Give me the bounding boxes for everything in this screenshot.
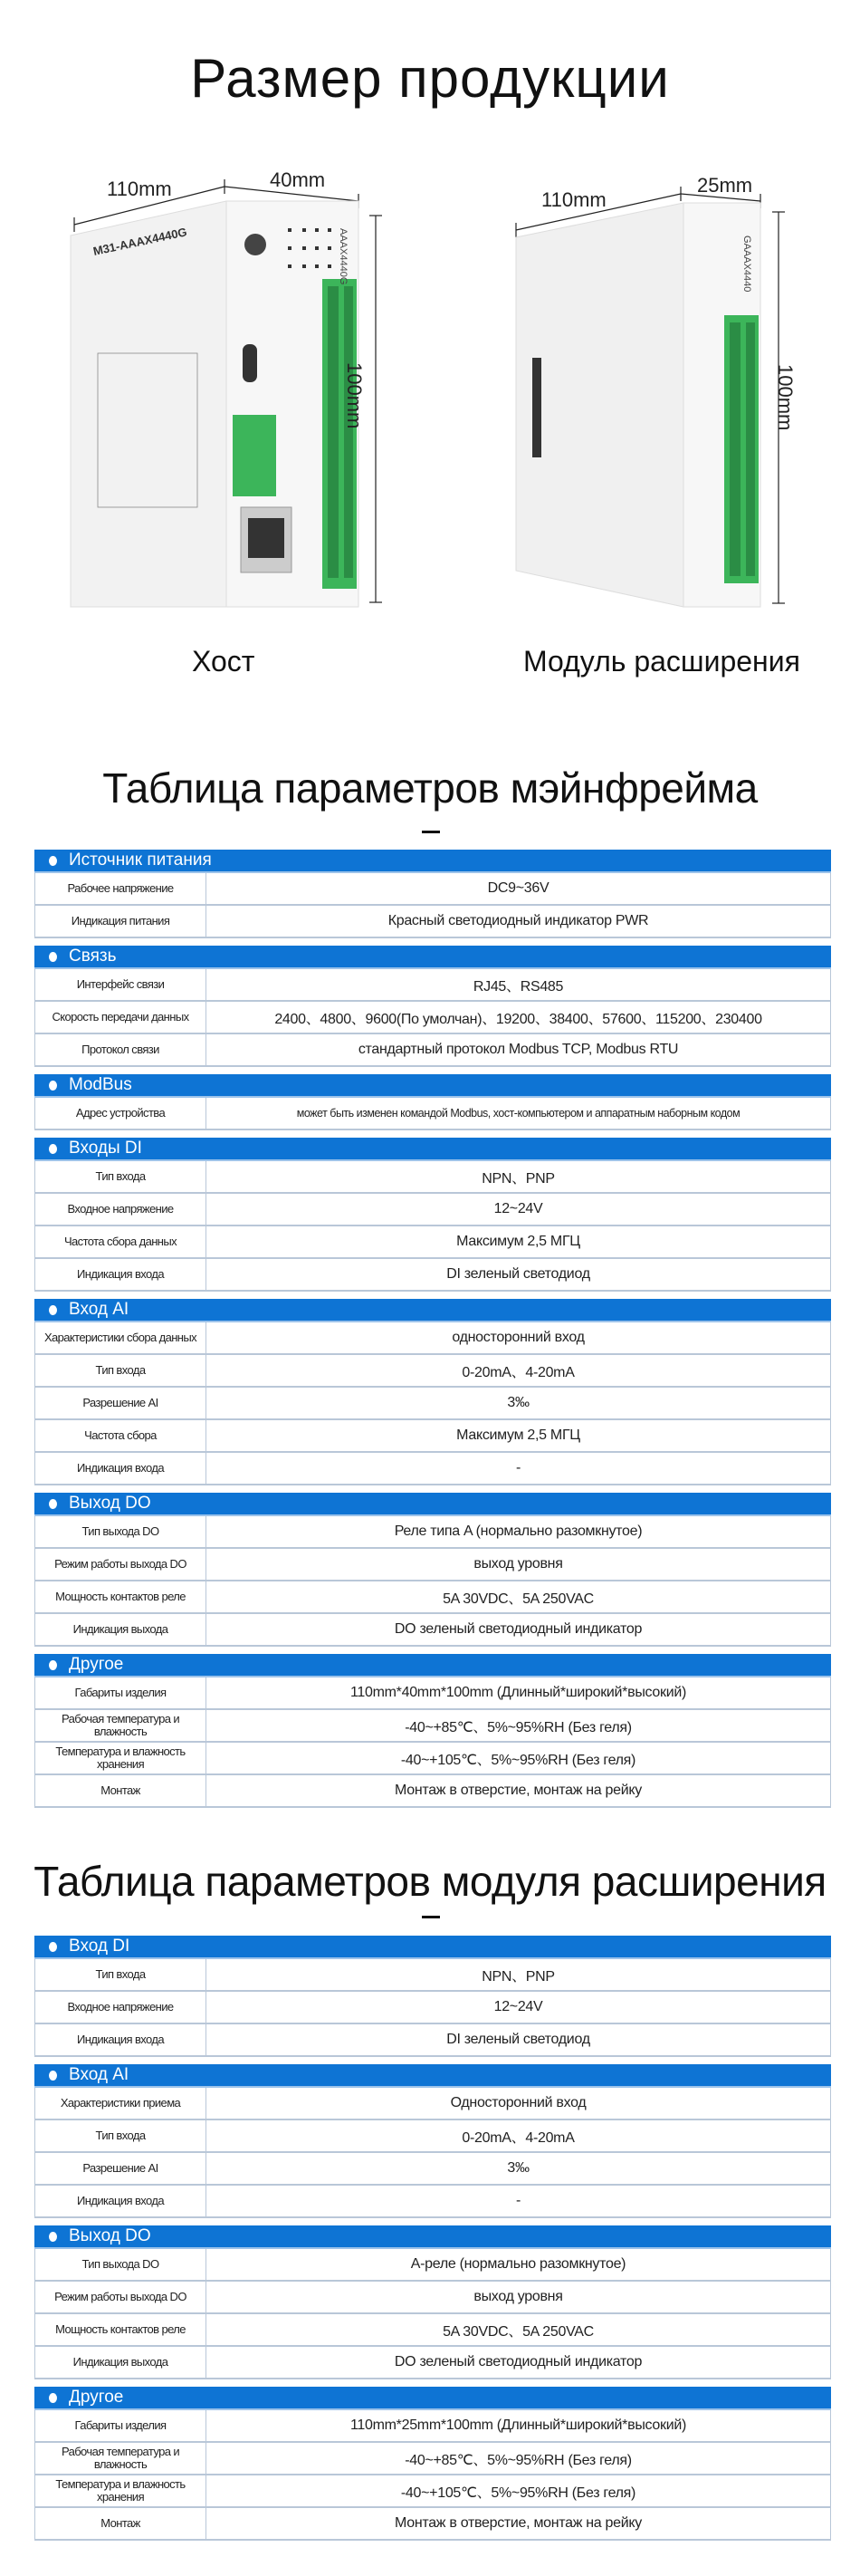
- param-name: Тип выхода DO: [35, 1516, 206, 1547]
- param-name: Тип выхода DO: [35, 2249, 206, 2280]
- param-value: выход уровня: [473, 1556, 563, 1572]
- param-value: -40~+105℃、5%~95%RH (Без геля): [400, 2485, 636, 2501]
- section-title: Вход AI: [69, 2065, 129, 2084]
- param-name: Скорость передачи данных: [35, 1002, 206, 1033]
- param-value: -40~+105℃、5%~95%RH (Без геля): [400, 1752, 636, 1768]
- bullet-icon: [49, 1081, 57, 1091]
- host-width-label: 40mm: [270, 168, 326, 191]
- table-row: [34, 1992, 831, 2024]
- section-header: [34, 946, 831, 969]
- section-title: Вход AI: [69, 1300, 129, 1319]
- section-header: [34, 850, 831, 873]
- ext-side-model: GAAAX4440: [741, 235, 752, 293]
- param-value: 5A 30VDC、5A 250VAC: [443, 1591, 594, 1607]
- section-header: [34, 1654, 831, 1677]
- section-header: [34, 1074, 831, 1098]
- main-table-title: Таблица параметров мэйнфрейма: [102, 764, 758, 812]
- table-row: [34, 1098, 831, 1130]
- param-value: Красный светодиодный индикатор PWR: [387, 913, 649, 928]
- section-header: [34, 1138, 831, 1161]
- param-value: Монтаж в отверстие, монтаж на рейку: [395, 2515, 642, 2531]
- param-value: односторонний вход: [452, 1330, 585, 1345]
- title-dash: [422, 1916, 440, 1918]
- param-name: Индикация выхода: [35, 1614, 206, 1645]
- section-header: [34, 2064, 831, 2088]
- param-name: Тип входа: [35, 1959, 206, 1990]
- table-section: [34, 2064, 831, 2218]
- page-title: Размер продукции: [190, 48, 670, 109]
- param-name: Разрешение AI: [35, 2153, 206, 2184]
- table-row: [34, 2153, 831, 2186]
- bullet-icon: [49, 1942, 57, 1952]
- param-name: Индикация входа: [35, 1453, 206, 1484]
- host-model-label: M31-AAAX4440G: [91, 225, 188, 258]
- param-value: 5A 30VDC、5A 250VAC: [443, 2323, 594, 2340]
- table-row: [34, 2475, 831, 2508]
- param-name: Адрес устройства: [35, 1098, 206, 1129]
- table-row: [34, 2249, 831, 2282]
- table-section: [34, 2225, 831, 2379]
- param-name: Тип входа: [35, 2120, 206, 2151]
- table-row: [34, 1775, 831, 1808]
- param-name: Характеристики сбора данных: [35, 1322, 206, 1353]
- param-value: 3‰: [507, 2160, 530, 2176]
- param-value: Односторонний вход: [450, 2095, 587, 2110]
- param-value: может быть изменен командой Modbus, хост-компьютером и аппаратным наборным кодом: [296, 1107, 741, 1120]
- table-section: [34, 1138, 831, 1292]
- ext-connector: [532, 358, 541, 457]
- table-row: [34, 969, 831, 1002]
- bullet-icon: [49, 1305, 57, 1315]
- param-value: DO зеленый светодиодный индикатор: [394, 1621, 643, 1637]
- param-name: Монтаж: [35, 2508, 206, 2539]
- param-value: DC9~36V: [487, 880, 549, 896]
- table-row: [34, 1581, 831, 1614]
- param-name: Габариты изделия: [35, 1677, 206, 1708]
- table-row: [34, 1743, 831, 1775]
- param-value: NPN、PNP: [482, 1968, 555, 1985]
- param-value: стандартный протокол Modbus TCP, Modbus RTU: [358, 1042, 679, 1057]
- param-value: A-реле (нормально разомкнутое): [410, 2256, 626, 2272]
- host-side-face: [71, 201, 226, 607]
- ext-height-label: 100mm: [774, 364, 797, 431]
- ext-length-label: 110mm: [541, 188, 607, 211]
- host-side-model: AAAX4440G: [338, 228, 349, 285]
- section-header: [34, 1299, 831, 1322]
- table-row: [34, 906, 831, 938]
- param-name: Рабочее напряжение: [35, 873, 206, 904]
- product-dimension-drawing: [0, 163, 860, 634]
- param-value: DI зеленый светодиод: [446, 2032, 590, 2047]
- title-dash: [422, 831, 440, 833]
- table-row: [34, 2088, 831, 2120]
- table-row: [34, 1959, 831, 1992]
- table-row: [34, 2186, 831, 2218]
- param-value: Монтаж в отверстие, монтаж на рейку: [395, 1783, 642, 1798]
- param-value: 0-20mA、4-20mA: [462, 1364, 575, 1380]
- ext-parameter-table: [34, 1936, 831, 2548]
- param-value: -40~+85℃、5%~95%RH (Без геля): [405, 1719, 632, 1735]
- ext-caption: Модуль расширения: [523, 645, 800, 678]
- param-name: Протокол связи: [35, 1034, 206, 1065]
- param-name: Рабочая температура и влажность: [35, 2443, 206, 2474]
- bullet-icon: [49, 1499, 57, 1509]
- param-name: Входное напряжение: [35, 1992, 206, 2023]
- section-title: Выход DO: [69, 2226, 151, 2245]
- section-title: ModBus: [69, 1075, 132, 1094]
- section-header: [34, 1936, 831, 1959]
- param-name: Режим работы выхода DO: [35, 1549, 206, 1580]
- table-row: [34, 1194, 831, 1226]
- bullet-icon: [49, 1660, 57, 1670]
- param-value: -: [515, 2193, 521, 2208]
- ext-width-label: 25mm: [697, 174, 753, 197]
- param-name: Температура и влажность хранения: [35, 1743, 206, 1773]
- table-section: [34, 850, 831, 938]
- table-row: [34, 2347, 831, 2379]
- param-name: Рабочая температура и влажность: [35, 1710, 206, 1741]
- section-header: [34, 2225, 831, 2249]
- param-value: 3‰: [507, 1395, 530, 1410]
- param-name: Интерфейс связи: [35, 969, 206, 1000]
- param-name: Характеристики приема: [35, 2088, 206, 2119]
- param-name: Частота сбора: [35, 1420, 206, 1451]
- param-name: Индикация входа: [35, 2186, 206, 2216]
- param-value: 2400、4800、9600(По умолчан)、19200、38400、57600、115200、230400: [274, 1011, 762, 1027]
- table-row: [34, 2024, 831, 2057]
- table-row: [34, 1355, 831, 1388]
- ext-table-title: Таблица параметров модуля расширения: [33, 1858, 827, 1905]
- table-section: [34, 1299, 831, 1485]
- main-parameter-table: [34, 850, 831, 1815]
- param-value: Максимум 2,5 МГЦ: [456, 1427, 580, 1443]
- param-value: -40~+85℃、5%~95%RH (Без геля): [405, 2452, 632, 2468]
- table-row: [34, 1388, 831, 1420]
- param-name: Частота сбора данных: [35, 1226, 206, 1257]
- table-row: [34, 1549, 831, 1581]
- section-header: [34, 1493, 831, 1516]
- host-length-label: 110mm: [107, 178, 172, 200]
- section-title: Выход DO: [69, 1494, 151, 1513]
- param-name: Габариты изделия: [35, 2410, 206, 2441]
- param-name: Тип входа: [35, 1355, 206, 1386]
- table-row: [34, 1034, 831, 1067]
- param-value: DO зеленый светодиодный индикатор: [394, 2354, 643, 2369]
- rs485-terminal: [233, 415, 276, 496]
- table-section: [34, 2387, 831, 2541]
- param-name: Режим работы выхода DO: [35, 2282, 206, 2312]
- param-value: -: [515, 1460, 521, 1475]
- host-height-label: 100mm: [343, 362, 366, 429]
- table-row: [34, 2508, 831, 2541]
- table-row: [34, 2120, 831, 2153]
- param-name: Температура и влажность хранения: [35, 2475, 206, 2506]
- table-row: [34, 1322, 831, 1355]
- param-value: NPN、PNP: [482, 1170, 555, 1187]
- usb-c-port: [243, 344, 257, 382]
- bullet-icon: [49, 1144, 57, 1154]
- param-name: Индикация выхода: [35, 2347, 206, 2378]
- table-row: [34, 1453, 831, 1485]
- section-title: Связь: [69, 947, 117, 966]
- bullet-icon: [49, 2393, 57, 2403]
- param-name: Индикация входа: [35, 1259, 206, 1290]
- table-row: [34, 1002, 831, 1034]
- section-title: Источник питания: [69, 851, 212, 870]
- table-section: [34, 1493, 831, 1647]
- table-row: [34, 1516, 831, 1549]
- param-name: Мощность контактов реле: [35, 2314, 206, 2345]
- section-title: Вход DI: [69, 1937, 130, 1956]
- host-caption: Хост: [192, 645, 255, 678]
- param-value: Максимум 2,5 МГЦ: [456, 1234, 580, 1249]
- param-name: Мощность контактов реле: [35, 1581, 206, 1612]
- table-row: [34, 2410, 831, 2443]
- param-value: 110mm*40mm*100mm (Длинный*широкий*высокий): [350, 1685, 686, 1700]
- table-row: [34, 2314, 831, 2347]
- table-row: [34, 1259, 831, 1292]
- param-value: Реле типа A (нормально разомкнутое): [394, 1523, 643, 1539]
- table-row: [34, 1677, 831, 1710]
- table-row: [34, 1161, 831, 1194]
- param-value: выход уровня: [473, 2289, 563, 2304]
- section-title: Другое: [69, 2388, 124, 2407]
- table-row: [34, 1710, 831, 1743]
- param-value: 110mm*25mm*100mm (Длинный*широкий*высокий): [350, 2417, 686, 2433]
- param-name: Разрешение AI: [35, 1388, 206, 1418]
- section-header: [34, 2387, 831, 2410]
- table-row: [34, 1614, 831, 1647]
- bullet-icon: [49, 2071, 57, 2081]
- param-value: 0-20mA、4-20mA: [462, 2129, 575, 2146]
- table-row: [34, 1420, 831, 1453]
- table-section: [34, 1074, 831, 1130]
- bullet-icon: [49, 952, 57, 962]
- table-row: [34, 1226, 831, 1259]
- param-name: Тип входа: [35, 1161, 206, 1192]
- param-value: DI зеленый светодиод: [446, 1266, 590, 1282]
- section-title: Другое: [69, 1655, 124, 1674]
- param-value: 12~24V: [493, 1201, 543, 1216]
- table-section: [34, 1936, 831, 2057]
- section-title: Входы DI: [69, 1139, 142, 1158]
- table-row: [34, 873, 831, 906]
- param-value: 12~24V: [493, 1999, 543, 2014]
- bullet-icon: [49, 856, 57, 866]
- param-name: Индикация входа: [35, 2024, 206, 2055]
- table-row: [34, 2282, 831, 2314]
- bullet-icon: [49, 2232, 57, 2242]
- table-row: [34, 2443, 831, 2475]
- param-name: Индикация питания: [35, 906, 206, 937]
- table-section: [34, 1654, 831, 1808]
- param-name: Входное напряжение: [35, 1194, 206, 1225]
- param-value: RJ45、RS485: [473, 978, 564, 995]
- table-section: [34, 946, 831, 1067]
- param-name: Монтаж: [35, 1775, 206, 1806]
